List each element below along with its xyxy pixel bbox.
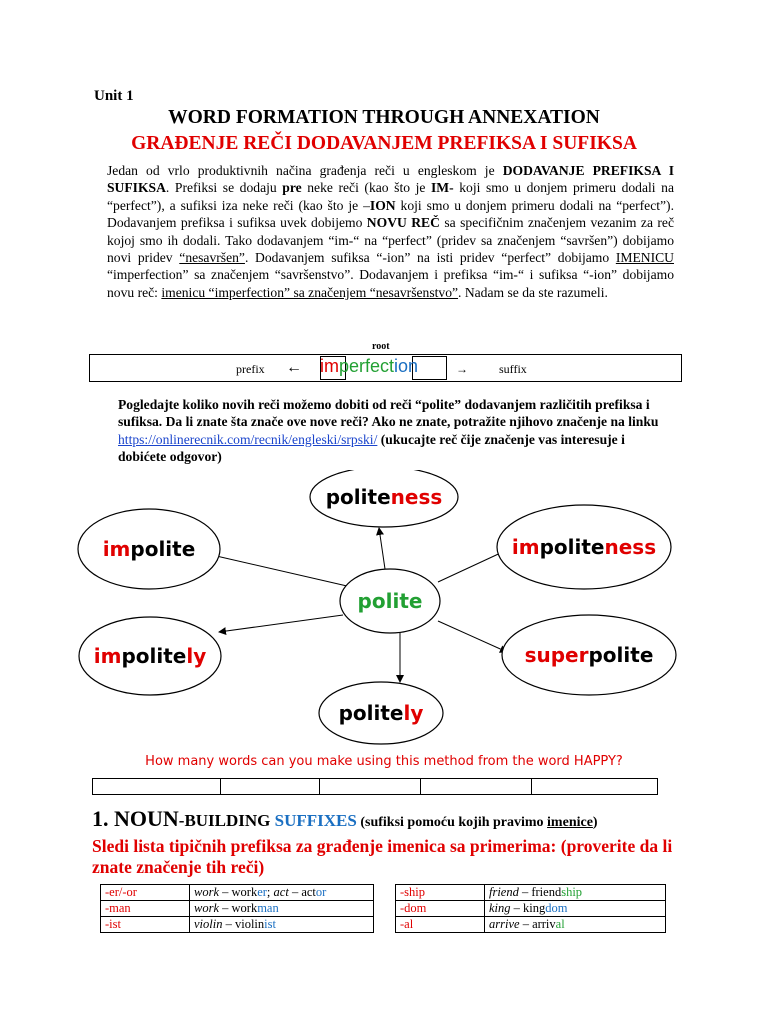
suffix-cell: -dom	[396, 901, 485, 917]
intro-paragraph: Jedan od vrlo produktivnih načina građenja reči u engleskom je DODAVANJE PREFIKSA I SUFIKSA. Prefiksi se dodaju pre neke reči (kao što je IM- koji smo u donjem primeru dodali na “perfect”), a sufiksi iza neke reči (kao što je –ION koji smo u donjem primeru dodali na “perfect”). Dodavanjem prefiksa i sufiksa uvek dobijemo NOVU REČ sa specifičnim značenjem vezanim za reč kojoj smo ih dodali. Tako dodavanjem “im-“ na “perfect” (pridev sa značenjem “savršen”) dobijamo novi pridev “nesavršen”. Dodavanjem sufiksa “-ion” na isti pridev “perfect” dobijamo IMENICU “imperfection” sa značenjem “savršenstvo”. Dodavanjem i prefiksa “im-“ i sufiksa “-ion” dobijamo novu reč: imenicu “imperfection” sa značenjem “nesavršenstvo”. Nadam se da ste razumeli.	[107, 163, 675, 300]
suffix-row	[396, 917, 666, 933]
root-label: root	[372, 341, 390, 352]
diagram-arrow	[219, 615, 343, 632]
example-cell: king – kingdom	[485, 901, 666, 917]
title-english: WORD FORMATION THROUGH ANNEXATION	[168, 107, 600, 128]
diagram-arrow	[438, 550, 507, 582]
polite-paragraph: Pogledajte koliko novih reči možemo dobiti od reči “polite” dodavanjem različitih prefiksa i sufiksa. Da li znate šta znače ove nove reči? Ako ne znate, potražite njihovo značenje na linku https://onlinerecnik.com/recnik/engleski/srpski/ (ukucajte reč čije značenje vas interesuje i dobićete odgovor)	[118, 397, 659, 465]
suffix-cell: -ist	[101, 917, 190, 933]
word-node-label: impolitely	[93, 644, 207, 668]
example-suffix: ion	[394, 356, 419, 376]
example-cell: friend – friendship	[485, 885, 666, 901]
diagram-arrow	[438, 621, 507, 652]
example-prefix: im	[320, 356, 339, 376]
suffix-cell: -ship	[396, 885, 485, 901]
dictionary-link[interactable]: https://onlinerecnik.com/recnik/engleski/srpski/	[118, 431, 378, 447]
word-node-label: impolite	[102, 537, 196, 561]
diagram-arrow	[212, 555, 347, 586]
answer-cell[interactable]	[93, 779, 221, 795]
prefix-label: prefix	[236, 362, 265, 376]
title-serbian: GRAĐENJE REČI DODAVANJEM PREFIKSA I SUFIKSA	[131, 133, 637, 154]
suffix-cell: -man	[101, 901, 190, 917]
word-node-label: superpolite	[524, 643, 654, 667]
suffix-row	[101, 901, 374, 917]
center-node-label: polite	[357, 589, 423, 613]
word-diagram	[0, 470, 768, 760]
left-arrow-icon: ←	[286, 359, 302, 376]
example-cell: arrive – arrival	[485, 917, 666, 933]
suffix-row	[101, 885, 374, 901]
diagram-arrow	[379, 528, 385, 569]
example-cell: violin – violinist	[190, 917, 374, 933]
suffix-row	[396, 901, 666, 917]
happy-answer-table	[92, 778, 658, 795]
word-node-label: politeness	[325, 485, 443, 509]
suffix-cell: -al	[396, 917, 485, 933]
suffix-row	[396, 885, 666, 901]
happy-question: How many words can you make using this method from the word HAPPY?	[145, 754, 623, 769]
suffix-label: suffix	[499, 362, 527, 376]
answer-cell[interactable]	[320, 779, 421, 795]
example-word	[320, 356, 418, 377]
suffix-row	[101, 917, 374, 933]
unit-label: Unit 1	[94, 88, 134, 104]
answer-cell[interactable]	[221, 779, 320, 795]
suffix-table-left	[100, 884, 374, 933]
example-cell: work – worker; act – actor	[190, 885, 374, 901]
suffix-cell: -er/-or	[101, 885, 190, 901]
suffix-list-intro: Sledi lista tipičnih prefiksa za građenje imenica sa primerima: (proverite da li znate značenje tih reči)	[92, 836, 673, 877]
word-node-label: impoliteness	[511, 535, 657, 559]
example-root: perfect	[339, 356, 395, 376]
example-cell: work – workman	[190, 901, 374, 917]
right-arrow-icon: →	[456, 362, 468, 376]
word-node-label: politely	[338, 701, 424, 725]
answer-cell[interactable]	[421, 779, 532, 795]
section-heading: 1. NOUN-BUILDING SUFFIXES (sufiksi pomoću kojih pravimo imenice)	[92, 806, 598, 831]
suffix-table-right	[395, 884, 666, 933]
answer-cell[interactable]	[532, 779, 658, 795]
